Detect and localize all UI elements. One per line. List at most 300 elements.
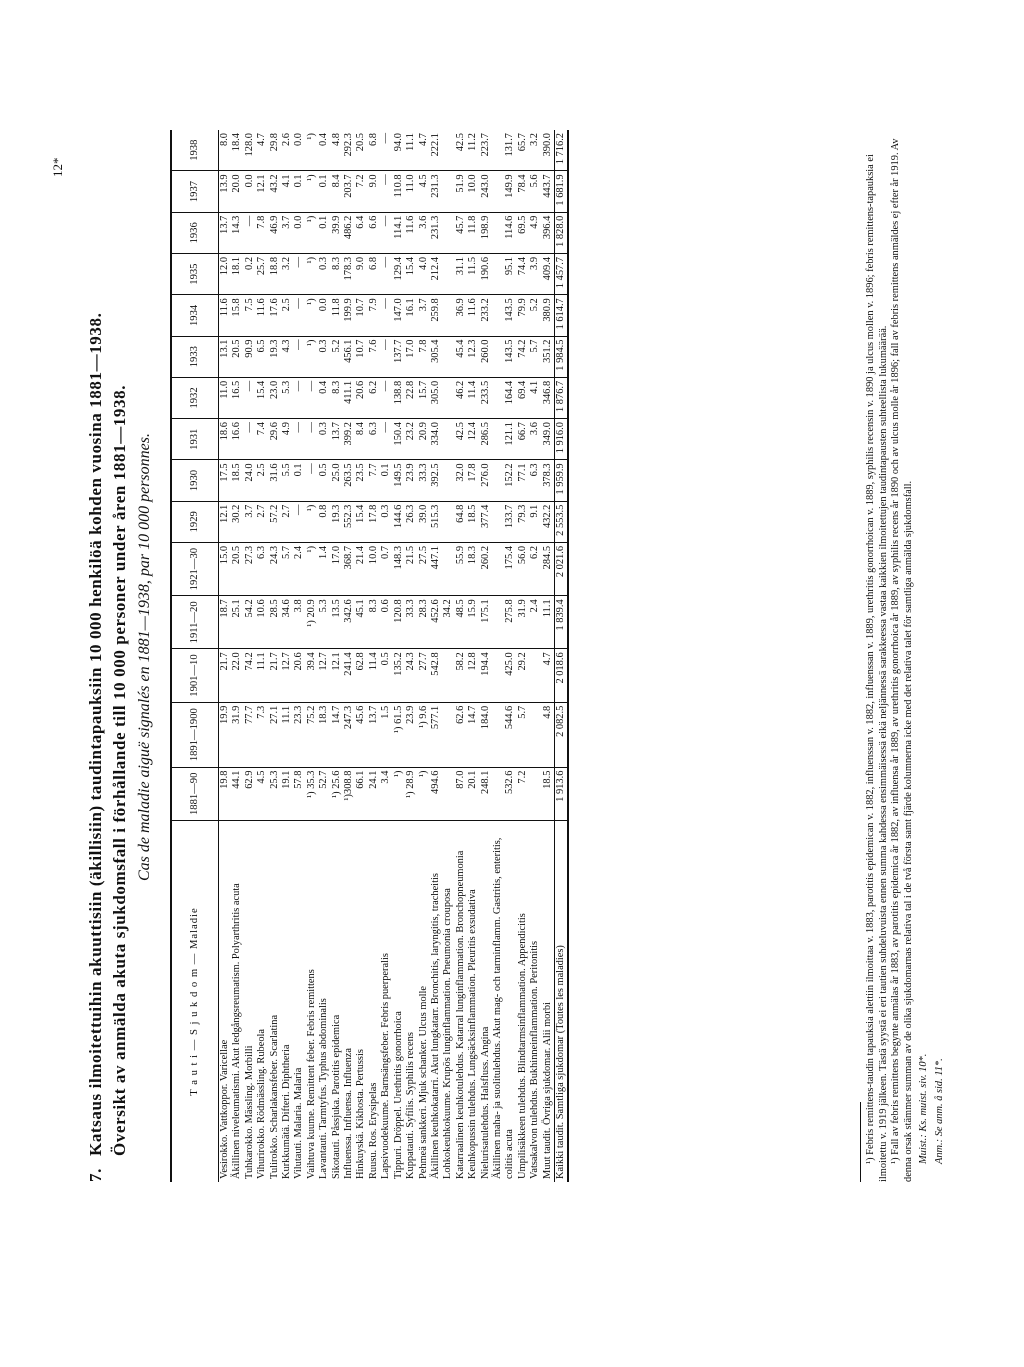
rate-cell: ¹) 28.9 xyxy=(405,767,417,820)
rate-cell: 12.1 xyxy=(219,501,232,542)
rate-cell: 4.3 xyxy=(281,336,293,377)
rate-cell: 77.7 xyxy=(244,702,256,767)
rate-cell: 17.6 xyxy=(269,295,281,336)
rate-cell: 24.3 xyxy=(269,542,281,595)
rate-cell: ¹)308.8 xyxy=(343,767,355,820)
disease-name: Vesirokko. Vattkoppor. Varicellae xyxy=(219,1039,230,1179)
rate-cell: 33.3 xyxy=(405,596,417,649)
rate-cell: 18.1 xyxy=(231,253,243,294)
rate-cell: 13.1 xyxy=(219,336,232,377)
rate-cell: 13.5 xyxy=(331,596,343,649)
rate-cell: 29.2 xyxy=(517,649,529,702)
note-muist: Muist.: Ks. muist. siv. 10*. xyxy=(918,1053,930,1164)
page-number: 12* xyxy=(50,157,65,177)
rate-cell: 114.1 xyxy=(393,212,405,253)
rate-cell: 29.6 xyxy=(269,419,281,460)
table-row xyxy=(467,130,479,1182)
rate-cell: 2.4 xyxy=(529,596,541,649)
rate-cell: 5.5 xyxy=(281,460,293,501)
rate-cell: ¹) xyxy=(306,130,318,171)
rate-cell: 0.1 xyxy=(293,171,305,212)
rate-cell: 11.4 xyxy=(467,377,479,418)
rate-cell: 19.3 xyxy=(269,336,281,377)
rate-cell: 0.0 xyxy=(293,212,305,253)
title-finnish: 7.Katsaus ilmoitettuihin akuuttisiin (äkillisiin) taudintapauksiin 10 000 henkilöä kohden vuosina 1881—1938. xyxy=(84,132,108,1182)
rate-cell: 2 021.6 xyxy=(554,542,568,595)
disease-name: Kurkkumätä. Difteri. Diphtheria xyxy=(281,1044,293,1179)
rate-cell: 57.2 xyxy=(269,501,281,542)
rate-cell: 33.3 xyxy=(418,460,430,501)
rate-cell: 21.4 xyxy=(355,542,367,595)
rate-cell: 212.4 xyxy=(430,253,442,294)
table-row xyxy=(343,130,355,1182)
rate-cell: ¹) xyxy=(306,501,318,542)
table-row xyxy=(318,130,330,1182)
rate-cell: 175.1 xyxy=(480,596,492,649)
rate-cell: 45.6 xyxy=(355,702,367,767)
table-row xyxy=(355,130,367,1182)
rate-cell: 17.8 xyxy=(467,460,479,501)
rate-cell: 78.4 xyxy=(517,171,529,212)
rate-cell: 305.4 xyxy=(430,336,442,377)
rate-cell: 6.3 xyxy=(529,460,541,501)
rate-cell: 13.7 xyxy=(219,212,232,253)
rate-cell: 0.1 xyxy=(380,460,392,501)
rate-cell: 11.2 xyxy=(467,130,479,171)
rate-cell: 23.3 xyxy=(293,702,305,767)
rate-cell: 175.4 xyxy=(492,542,517,595)
rate-cell: 45.4 xyxy=(455,336,467,377)
period-header: 1933 xyxy=(171,336,219,377)
rate-cell: 26.3 xyxy=(405,501,417,542)
rate-cell xyxy=(442,649,454,702)
disease-name: Äkillinen niveleumatismi. Akut ledgångsreumatism. Polyarthritis acuta xyxy=(231,883,243,1179)
rate-cell: 334.0 xyxy=(430,419,442,460)
rate-cell: 5.7 xyxy=(517,702,529,767)
rate-cell: 552.3 xyxy=(343,501,355,542)
disease-name: Umpilisäkkeen tulehdus. Blindtarmsinflammation. Appendicitis xyxy=(516,913,528,1179)
rate-cell: 4.8 xyxy=(331,130,343,171)
rate-cell: — xyxy=(293,253,305,294)
rate-cell: 11.6 xyxy=(467,295,479,336)
disease-name: Influenssa. Influensa. Influenza xyxy=(343,1048,355,1179)
rate-cell: 10.7 xyxy=(355,336,367,377)
disease-name: Katarraalinen keuhkotulehdus. Katarral lunginflammation. Bronchopneumonia xyxy=(454,850,466,1179)
rate-cell: 452.6 xyxy=(430,596,442,649)
rate-cell: 0.1 xyxy=(293,460,305,501)
rate-cell: 32.0 xyxy=(455,460,467,501)
rate-cell: 55.9 xyxy=(455,542,467,595)
rate-cell: 6.8 xyxy=(368,130,380,171)
rate-cell: 3.2 xyxy=(529,130,541,171)
rate-cell: 432.2 xyxy=(542,501,555,542)
disease-name: Ruusu. Ros. Erysipelas xyxy=(367,1082,379,1179)
rate-cell: 114.6 xyxy=(492,212,517,253)
disease-name: Vilutauti. Malaria. Malaria xyxy=(293,1067,305,1179)
disease-name: Sikotauti. Påssjuka. Parotitis epidemica xyxy=(330,1014,342,1179)
rate-cell: 11.5 xyxy=(467,253,479,294)
rate-cell: 77.1 xyxy=(517,460,529,501)
rate-cell: 0.3 xyxy=(318,419,330,460)
rate-cell: 16.1 xyxy=(405,295,417,336)
title-number: 7. xyxy=(86,1168,105,1182)
rate-cell: 54.2 xyxy=(244,596,256,649)
table-row xyxy=(542,130,555,1182)
rate-cell: 27.3 xyxy=(244,542,256,595)
disease-name: Tuhkarokko. Mässling. Morbilli xyxy=(243,1045,255,1179)
rate-cell: 16.5 xyxy=(231,377,243,418)
rate-cell: 4.1 xyxy=(281,171,293,212)
rate-cell: 148.3 xyxy=(393,542,405,595)
rate-cell: — xyxy=(380,130,392,171)
rate-cell: 11.1 xyxy=(542,596,555,649)
rate-cell: 544.6 xyxy=(492,702,517,767)
rate-cell: 87.0 xyxy=(455,767,467,820)
disease-name: Äkillinen maha- ja suolitulehdus. Akut mag- och tarminflamm. Gastritis, enteritis, colitis acuta xyxy=(491,837,516,1179)
rate-cell: 12.1 xyxy=(331,649,343,702)
rate-cell: 48.5 xyxy=(455,596,467,649)
rate-cell: 39.0 xyxy=(418,501,430,542)
rate-cell: 23.9 xyxy=(405,702,417,767)
footnotes xyxy=(860,130,947,1182)
rate-cell: 14.7 xyxy=(467,702,479,767)
table-row xyxy=(306,130,318,1182)
rate-cell xyxy=(442,253,454,294)
rate-cell: 7.5 xyxy=(244,295,256,336)
rate-cell: 23.5 xyxy=(355,460,367,501)
period-header: 1938 xyxy=(171,130,219,171)
rate-cell: 12.7 xyxy=(281,649,293,702)
rate-cell: 149.9 xyxy=(492,171,517,212)
table-row xyxy=(529,130,541,1182)
rate-cell: 0.5 xyxy=(318,460,330,501)
rate-cell: 447.1 xyxy=(430,542,442,595)
rate-cell: 411.1 xyxy=(343,377,355,418)
rate-cell: 4.5 xyxy=(418,171,430,212)
table-row xyxy=(380,130,392,1182)
rate-cell: 1 916.0 xyxy=(554,419,568,460)
rate-cell: 27.5 xyxy=(418,542,430,595)
rate-cell: 0.4 xyxy=(318,377,330,418)
rate-cell: 12.8 xyxy=(467,649,479,702)
rate-cell: 2.7 xyxy=(256,501,268,542)
rate-cell: 16.6 xyxy=(231,419,243,460)
rate-cell: ¹) xyxy=(306,171,318,212)
rate-cell: 135.2 xyxy=(393,649,405,702)
rate-cell: 22.8 xyxy=(405,377,417,418)
rate-cell: 28.5 xyxy=(269,596,281,649)
rate-cell: 9.0 xyxy=(368,171,380,212)
disease-name: Vihurirokko. Rödmässling. Rubeola xyxy=(256,1028,268,1179)
rate-cell: 409.4 xyxy=(542,253,555,294)
rate-cell: 368.7 xyxy=(343,542,355,595)
rate-cell: — xyxy=(380,171,392,212)
rate-cell: 4.9 xyxy=(529,212,541,253)
rate-cell: 19.3 xyxy=(331,501,343,542)
rate-cell: ¹) xyxy=(418,767,430,820)
rate-cell: 515.3 xyxy=(430,501,442,542)
rate-cell: 46.2 xyxy=(455,377,467,418)
rate-cell: 17.5 xyxy=(219,460,232,501)
rate-cell: 0.5 xyxy=(380,649,392,702)
rate-cell: 18.8 xyxy=(269,253,281,294)
rate-cell xyxy=(442,336,454,377)
rate-cell: 23.9 xyxy=(405,460,417,501)
disease-name: Hinkuyskä. Kikhosta. Pertussis xyxy=(355,1049,367,1179)
rate-cell: 19.1 xyxy=(281,767,293,820)
rate-cell: 74.4 xyxy=(517,253,529,294)
rate-cell: 11.1 xyxy=(281,702,293,767)
rate-cell: 4.1 xyxy=(529,377,541,418)
rate-cell: 275.8 xyxy=(492,596,517,649)
rate-cell: 15.9 xyxy=(467,596,479,649)
rate-cell: 3.2 xyxy=(281,253,293,294)
rate-cell: 7.6 xyxy=(368,336,380,377)
rate-cell: 57.8 xyxy=(293,767,305,820)
rate-cell: 3.7 xyxy=(281,212,293,253)
rate-cell: — xyxy=(380,336,392,377)
rate-cell: 12.4 xyxy=(467,419,479,460)
rate-cell: 443.7 xyxy=(542,171,555,212)
rate-cell: 74.2 xyxy=(244,649,256,702)
rate-cell: 21.5 xyxy=(405,542,417,595)
period-header: 1937 xyxy=(171,171,219,212)
rate-cell: 58.2 xyxy=(455,649,467,702)
rate-cell: 13.9 xyxy=(219,171,232,212)
rate-cell: 131.7 xyxy=(492,130,517,171)
rate-cell: 248.1 xyxy=(480,767,492,820)
table-row xyxy=(368,130,380,1182)
rate-cell: 284.5 xyxy=(542,542,555,595)
rate-cell: 19.8 xyxy=(219,767,232,820)
rate-cell: 7.3 xyxy=(256,702,268,767)
disease-name: Kaikki taudit. Samtliga sjukdomar (Toutes les maladies) xyxy=(554,821,568,1183)
rate-cell: 51.9 xyxy=(455,171,467,212)
table-header-row xyxy=(171,130,219,1182)
rate-cell: 138.8 xyxy=(393,377,405,418)
rate-cell: 22.0 xyxy=(231,649,243,702)
rate-cell: — xyxy=(293,501,305,542)
rate-cell: 19.9 xyxy=(219,702,232,767)
rate-cell: 1 959.9 xyxy=(554,460,568,501)
rate-cell: 2.7 xyxy=(281,501,293,542)
rate-cell: 178.3 xyxy=(343,253,355,294)
rate-cell xyxy=(442,419,454,460)
disease-name: Pehmeä sankkeri. Mjuk schanker. Ulcus molle xyxy=(417,985,429,1179)
table-row xyxy=(492,130,517,1182)
rate-cell: 203.7 xyxy=(343,171,355,212)
rate-cell: 18.4 xyxy=(231,130,243,171)
rate-cell: ¹) 35.3 xyxy=(306,767,318,820)
rate-cell: 64.8 xyxy=(455,501,467,542)
table-row xyxy=(256,130,268,1182)
rate-cell: 0.0 xyxy=(293,130,305,171)
rate-cell: 6.5 xyxy=(256,336,268,377)
rate-cell: 399.2 xyxy=(343,419,355,460)
rate-cell: 3.8 xyxy=(293,596,305,649)
rate-cell: 147.0 xyxy=(393,295,405,336)
rate-cell: 18.5 xyxy=(467,501,479,542)
rate-cell: 46.9 xyxy=(269,212,281,253)
rate-cell: 45.7 xyxy=(455,212,467,253)
rate-cell: 18.7 xyxy=(219,596,232,649)
rate-cell: 0.0 xyxy=(244,171,256,212)
rate-cell: — xyxy=(244,419,256,460)
rate-cell: 110.8 xyxy=(393,171,405,212)
rate-cell: 128.0 xyxy=(244,130,256,171)
rate-cell: 0.2 xyxy=(244,253,256,294)
rate-cell: 31.6 xyxy=(269,460,281,501)
rate-cell: 4.5 xyxy=(256,767,268,820)
table-row xyxy=(455,130,467,1182)
rate-cell: 11.0 xyxy=(219,377,232,418)
disease-name: Kuppatauti. Syfilis. Syphilis recens xyxy=(405,1032,417,1179)
rate-cell: 14.3 xyxy=(231,212,243,253)
rate-cell: 14.7 xyxy=(331,702,343,767)
table-row xyxy=(430,130,442,1182)
rate-cell: 15.4 xyxy=(256,377,268,418)
rate-cell: 4.8 xyxy=(542,702,555,767)
rate-cell: 11.4 xyxy=(368,649,380,702)
rate-cell: 120.8 xyxy=(393,596,405,649)
rate-cell: 351.2 xyxy=(542,336,555,377)
rate-cell: 4.0 xyxy=(418,253,430,294)
rate-cell: 25.1 xyxy=(231,596,243,649)
rate-cell: 79.9 xyxy=(517,295,529,336)
rate-cell: — xyxy=(380,212,392,253)
rate-cell: 62.6 xyxy=(455,702,467,767)
rate-cell: 0.4 xyxy=(318,130,330,171)
period-header: 1891—1900 xyxy=(171,702,219,767)
rate-cell: 5.7 xyxy=(281,542,293,595)
rate-cell: 1.5 xyxy=(380,702,392,767)
rate-cell: 0.0 xyxy=(318,295,330,336)
rate-cell: 23.2 xyxy=(405,419,417,460)
rate-cell: 20.5 xyxy=(231,542,243,595)
rate-cell: 62.8 xyxy=(355,649,367,702)
table-row xyxy=(219,130,232,1182)
rate-cell: 12.0 xyxy=(219,253,232,294)
rate-cell: 17.0 xyxy=(331,542,343,595)
footnote-swedish: ¹) Fall av febris remittens begynte anmälas år 1883, av parotitis epidemica år 1882, av influensa år 1889, av urethritis gonorrhoica år 1889, av syphilis recens år 1890 och av ulcus molle år 1896; fall av febris remittens anmäldes ej efter år 1919. Av denna orsak stämmer summan av de olika sjukdomarnas relativa tal i de två första samt fjärde kolumnerna icke med det relativa talet för samtliga anmälda sjukdomsfall. xyxy=(890,138,914,1182)
rate-cell: 0.7 xyxy=(380,542,392,595)
disease-name: Nielurisatulehdus. Halsfluss. Angina xyxy=(479,1026,491,1179)
rate-cell: 66.1 xyxy=(355,767,367,820)
rate-cell: — xyxy=(293,336,305,377)
rate-cell: 1 984.5 xyxy=(554,336,568,377)
rate-cell: 11.1 xyxy=(256,649,268,702)
rate-cell: 9.1 xyxy=(529,501,541,542)
rate-cell: 6.3 xyxy=(368,419,380,460)
rate-cell: 7.2 xyxy=(517,767,529,820)
period-header: 1935 xyxy=(171,253,219,294)
period-header: 1932 xyxy=(171,377,219,418)
rate-cell: 241.4 xyxy=(343,649,355,702)
rate-cell: 486.2 xyxy=(343,212,355,253)
rate-cell: 79.3 xyxy=(517,501,529,542)
rate-cell xyxy=(442,702,454,767)
rate-cell: 0.3 xyxy=(318,336,330,377)
rate-cell: 45.1 xyxy=(355,596,367,649)
rate-cell xyxy=(442,377,454,418)
rate-cell: 7.4 xyxy=(256,419,268,460)
rate-cell: — xyxy=(380,295,392,336)
rate-cell: 11.0 xyxy=(405,171,417,212)
rate-cell: 95.1 xyxy=(492,253,517,294)
rate-cell: 56.0 xyxy=(517,542,529,595)
rate-cell: 378.3 xyxy=(542,460,555,501)
rate-cell xyxy=(442,542,454,595)
rate-cell: ¹) xyxy=(393,767,405,820)
rate-cell: ¹) 9.6 xyxy=(418,702,430,767)
rate-cell: 8.0 xyxy=(219,130,232,171)
rate-cell: 29.8 xyxy=(269,130,281,171)
rate-cell: 11.6 xyxy=(219,295,232,336)
rate-cell: 23.0 xyxy=(269,377,281,418)
rate-cell: 2.4 xyxy=(293,542,305,595)
rate-cell: 65.7 xyxy=(517,130,529,171)
rate-cell: 260.0 xyxy=(480,336,492,377)
table-row xyxy=(517,130,529,1182)
rate-cell xyxy=(442,295,454,336)
footnote-finnish: ¹) Febris remittens-taudin tapauksia alettiin ilmoittaa v. 1883, parotitis epidemican v. 1882, influenssan v. 1882, influenssan v. 1889, urethritis gonorrhoican v. 1889, syphilis recensin v. 1890 ja ulcus mollen v. 1896; febris remittens-tapauksia ei ilmoitettu v. 1919 jälkeen. Tästä syystä ei eri tautien suhdeluvuista ennen summa kahdessa ensimmäisessä eikä neljännessä sarakkeessa vastaa kaikkien ilmoitettujen taudintapausten suhteellista lukumäärää. xyxy=(865,154,889,1182)
rate-cell: 4.7 xyxy=(542,649,555,702)
rate-cell: 30.2 xyxy=(231,501,243,542)
rate-cell: 31.9 xyxy=(231,702,243,767)
rate-cell: 377.4 xyxy=(480,501,492,542)
table-row xyxy=(442,130,454,1182)
period-header: 1921—30 xyxy=(171,542,219,595)
rate-cell: ¹) 20.9 xyxy=(306,596,318,649)
rate-cell: 5.3 xyxy=(318,596,330,649)
rate-cell: 1 614.7 xyxy=(554,295,568,336)
rate-cell: 8.3 xyxy=(331,253,343,294)
rate-cell: 62.9 xyxy=(244,767,256,820)
rate-cell: — xyxy=(244,212,256,253)
rate-cell: 1 913.6 xyxy=(554,767,568,820)
title-block xyxy=(84,132,156,1182)
table-row xyxy=(480,130,492,1182)
rate-cell: 164.4 xyxy=(492,377,517,418)
rate-cell: 39.4 xyxy=(306,649,318,702)
rate-cell: 8.4 xyxy=(355,419,367,460)
rate-cell: 2.6 xyxy=(281,130,293,171)
rate-cell xyxy=(529,702,541,767)
rate-cell: 7.2 xyxy=(355,171,367,212)
rate-cell: 18.6 xyxy=(219,419,232,460)
table-row xyxy=(231,130,243,1182)
rate-cell: 42.5 xyxy=(455,419,467,460)
title-swedish: Översikt av anmälda akuta sjukdomsfall i förhållande till 10 000 personer under åren 1881—1938. xyxy=(110,384,129,1156)
rate-cell: 380.9 xyxy=(542,295,555,336)
rate-cell: 143.5 xyxy=(492,295,517,336)
rate-cell: 3.6 xyxy=(418,212,430,253)
rate-cell: 456.1 xyxy=(343,336,355,377)
rate-cell: 5.7 xyxy=(529,336,541,377)
disease-name: Lavantauti. Tarmtyfus. Typhus abdominalis xyxy=(318,998,330,1179)
period-header: 1936 xyxy=(171,212,219,253)
rate-cell xyxy=(442,460,454,501)
rate-cell: 44.1 xyxy=(231,767,243,820)
rate-cell: 390.0 xyxy=(542,130,555,171)
rate-cell: 20.6 xyxy=(293,649,305,702)
rate-cell: 6.2 xyxy=(368,377,380,418)
table-row xyxy=(269,130,281,1182)
rate-cell: 6.6 xyxy=(368,212,380,253)
rate-cell: 11.8 xyxy=(467,212,479,253)
rate-cell: 94.0 xyxy=(393,130,405,171)
rate-cell: 7.8 xyxy=(256,212,268,253)
